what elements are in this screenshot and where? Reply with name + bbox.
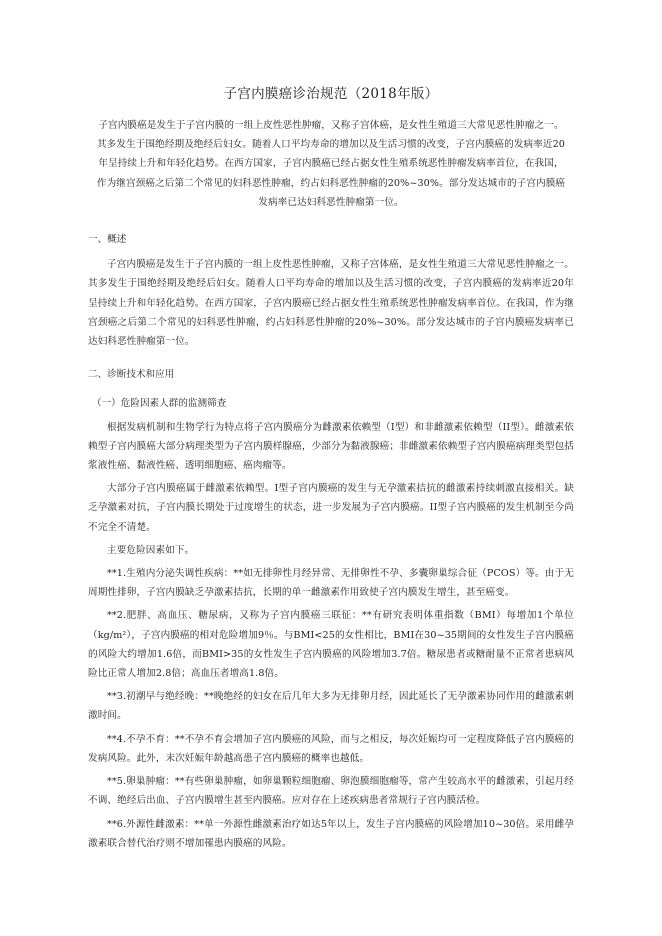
- subsection-heading-screening: （一）危险因素人群的监测筛查: [92, 398, 227, 410]
- paragraph-classification: 根据发病机制和生物学行为特点将子宫内膜癌分为雌激素依赖型（I型）和非雌激素依赖型（II型）。雌激素依赖型子宫内膜癌大部分病理类型为子宫内膜样腺癌，少部分为黏液腺癌；非雌激素依赖型子宫内膜癌病理类型包括浆液性癌、黏液性癌、透明细胞癌、癌肉瘤等。: [88, 421, 574, 472]
- risk-factor-5: **5.卵巢肿瘤：**有些卵巢肿瘤，如卵巢颗粒细胞瘤、卵泡膜细胞瘤等，常产生较高水平的雌激素，引起月经不调、绝经后出血、子宫内膜增生甚至内膜癌。应对存在上述疾病患者常规行子宫内膜活检。: [88, 776, 574, 807]
- document-title: 子宫内膜癌诊治规范（2018年版）: [223, 86, 439, 102]
- document-abstract: 子宫内膜癌是发生于子宫内膜的一组上皮性恶性肿瘤，又称子宫体癌，是女性生殖道三大常见恶性肿瘤之一。其多发生于围绝经期及绝经后妇女。随着人口平均寿命的增加以及生活习惯的改变，子宫内膜癌的发病率近20年呈持续上升和年轻化趋势。在西方国家，子宫内膜癌已经占据女性生殖系统恶性肿瘤发病率首位，在我国，作为继宫颈癌之后第二个常见的妇科恶性肿瘤，约占妇科恶性肿瘤的20%~30%。部分发达城市的子宫内膜癌发病率已达妇科恶性肿瘤第一位。: [96, 120, 566, 208]
- risk-factor-1: **1.生殖内分泌失调性疾病：**如无排卵性月经异常、无排卵性不孕、多囊卵巢综合征（PCOS）等。由于无周期性排卵，子宫内膜缺乏孕激素拮抗，长期的单一雌激素作用致使子宫内膜发生增生，甚至癌变。: [88, 568, 574, 599]
- risk-factor-2: **2.肥胖、高血压、糖尿病，又称为子宫内膜癌三联征：**有研究表明体重指数（BMI）每增加1个单位（kg/m²），子宫内膜癌的相对危险增加9％。与BMI<25的女性相比，BMI在30~35期间的女性发生子宫内膜癌的风险大约增加1.6倍，而BMI>35的女性发生子宫内膜癌的风险增加3.7倍。糖尿患者或糖耐量不正常者患病风险比正常人增加2.8倍；高血压者增高1.8倍。: [88, 610, 574, 680]
- section-heading-overview: 一、概述: [88, 234, 127, 246]
- risk-factor-6: **6.外源性雌激素：**单一外源性雌激素治疗如达5年以上，发生子宫内膜癌的风险增加10~30倍。采用雌孕激素联合替代治疗则不增加罹患内膜癌的风险。: [88, 818, 574, 849]
- risk-factor-4: **4.不孕不育：**不孕不育会增加子宫内膜癌的风险，而与之相反，每次妊娠均可一定程度降低子宫内膜癌的发病风险。此外，末次妊娠年龄越高患子宫内膜癌的概率也越低。: [88, 733, 574, 764]
- overview-paragraph: 子宫内膜癌是发生于子宫内膜的一组上皮性恶性肿瘤，又称子宫体癌，是女性生殖道三大常见恶性肿瘤之一。其多发生于围绝经期及绝经后妇女。随着人口平均寿命的增加以及生活习惯的改变，子宫内膜癌的发病率近20年呈持续上升和年轻化趋势。在西方国家，子宫内膜癌已经占据女性生殖系统恶性肿瘤发病率首位。在我国，作为继宫颈癌之后第二个常见的妇科恶性肿瘤，约占妇科恶性肿瘤的20%~30%。部分发达城市的子宫内膜癌发病率已达妇科恶性肿瘤第一位。: [88, 259, 574, 348]
- section-heading-diagnosis: 二、诊断技术和应用: [88, 369, 175, 381]
- risk-factor-3: **3.初潮早与绝经晚：**晚绝经的妇女在后几年大多为无排卵月经，因此延长了无孕激素协同作用的雌激素刺激时间。: [88, 691, 574, 722]
- paragraph-estrogen-dependent: 大部分子宫内膜癌属于雌激素依赖型。I型子宫内膜癌的发生与无孕激素拮抗的雌激素持续刺激直接相关。缺乏孕激素对抗，子宫内膜长期处于过度增生的状态，进一步发展为子宫内膜癌。II型子宫内膜癌的发生机制至今尚不完全不清楚。: [88, 483, 574, 533]
- paragraph-risk-intro: 主要危险因素如下。: [107, 544, 195, 556]
